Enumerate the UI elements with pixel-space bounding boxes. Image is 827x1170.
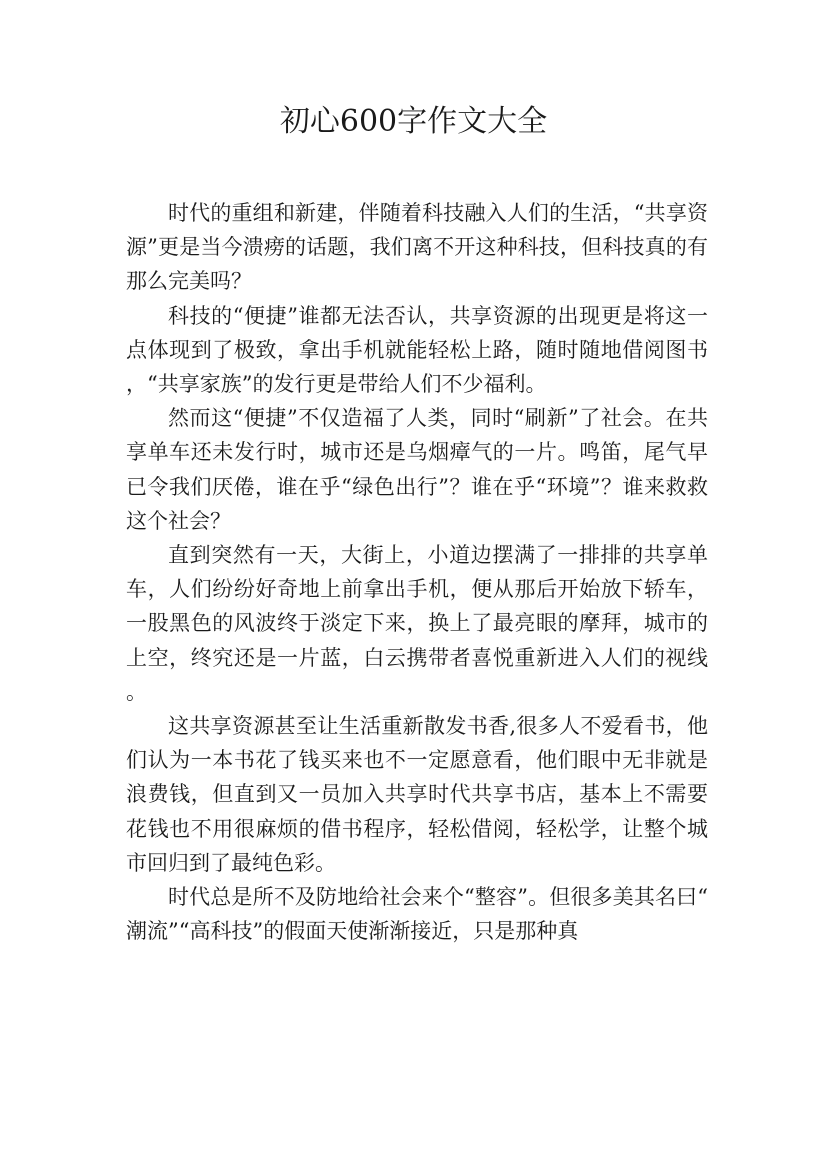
paragraph: 直到突然有一天，大街上，小道边摆满了一排排的共享单车，人们纷纷好奇地上前拿出手机，便从那后开始放下轿车，一股黑色的风波终于淡定下来，换上了最亮眼的摩拜，城市的上空，终究还是一片蓝，白云携带者喜悦重新进入人们的视线。 bbox=[126, 543, 708, 704]
document-title: 初心600字作文大全 bbox=[279, 104, 548, 139]
document-body bbox=[126, 196, 708, 948]
paragraph: 时代的重组和新建，伴随着科技融入人们的生活，“共享资源”更是当今溃痨的话题，我们离不开这种科技，但科技真的有那么完美吗？ bbox=[126, 201, 708, 294]
paragraph: 科技的“便捷”谁都无法否认，共享资源的出现更是将这一点体现到了极致，拿出手机就能轻松上路，随时随地借阅图书，“共享家族”的发行更是带给人们不少福利。 bbox=[126, 303, 708, 397]
paragraph: 时代总是所不及防地给社会来个“整容”。但很多美其名曰“潮流”“高科技”的假面天使渐渐接近，只是那种真 bbox=[126, 885, 708, 944]
paragraph: 这共享资源甚至让生活重新散发书香,很多人不爱看书，他们认为一本书花了钱买来也不一定愿意看，他们眼中无非就是浪费钱，但直到又一员加入共享时代共享书店，基本上不需要花钱也不用很麻烦的借书程序，轻松借阅，轻松学，让整个城市回归到了最纯色彩。 bbox=[126, 714, 708, 875]
paragraph: 然而这“便捷”不仅造福了人类，同时“刷新”了社会。在共享单车还未发行时，城市还是乌烟瘴气的一片。鸣笛，尾气早已令我们厌倦，谁在乎“绿色出行”？谁在乎“环境”？谁来救救这个社会？ bbox=[126, 406, 708, 533]
